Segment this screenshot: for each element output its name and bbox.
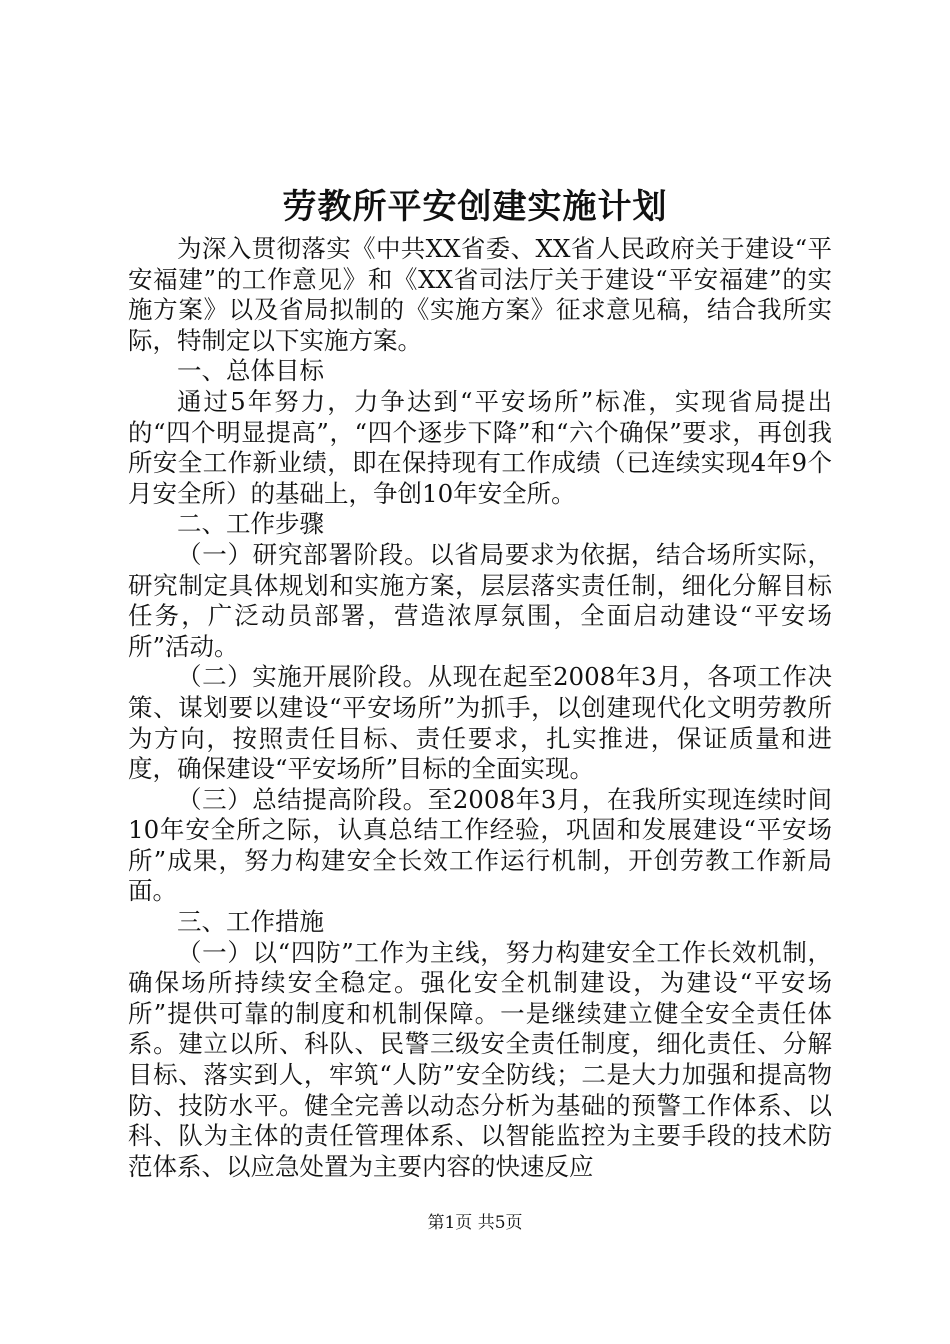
page-number-footer: 第1页 共5页 [427, 1213, 523, 1233]
paragraph-goal: 通过5年努力，力争达到“平安场所”标准，实现省局提出的“四个明显提高”，“四个逐步下降”和“六个确保”要求，再创我所安全工作新业绩，即在保持现有工作成绩（已连续实现4年9个月安全所）的基础上，争创10年安全所。 [128, 386, 832, 508]
paragraph-intro: 为深入贯彻落实《中共XX省委、XX省人民政府关于建设“平安福建”的工作意见》和《XX省司法厅关于建设“平安福建”的实施方案》以及省局拟制的《实施方案》征求意见稿，结合我所实际，特制定以下实施方案。 [128, 234, 832, 355]
paragraph-step-1: （一）研究部署阶段。以省局要求为依据，结合场所实际，研究制定具体规划和实施方案，层层落实责任制，细化分解目标任务，广泛动员部署，营造浓厚氛围，全面启动建设“平安场所”活动。 [128, 539, 832, 661]
heading-overall-goal: 一、总体目标 [177, 356, 324, 386]
paragraph-measure-1: （一）以“四防”工作为主线，努力构建安全工作长效机制，确保场所持续安全稳定。强化安全机制建设，为建设“平安场所”提供可靠的制度和机制保障。一是继续建立健全安全责任体系。建立以所、科队、民警三级安全责任制度，细化责任、分解目标、落实到人，牢筑“人防”安全防线；二是大力加强和提高物防、技防水平。健全完善以动态分析为基础的预警工作体系、以科、队为主体的责任管理体系、以智能监控为主要手段的技术防范体系、以应急处置为主要内容的快速反应 [128, 937, 832, 1181]
document-title: 劳教所平安创建实施计划 [282, 187, 668, 227]
paragraph-step-3: （三）总结提高阶段。至2008年3月，在我所实现连续时间10年安全所之际，认真总结工作经验，巩固和发展建设“平安场所”成果，努力构建安全长效工作运行机制，开创劳教工作新局面。 [128, 784, 832, 906]
document-body [128, 234, 832, 1182]
paragraph-step-2: （二）实施开展阶段。从现在起至2008年3月，各项工作决策、谋划要以建设“平安场所”为抓手，以创建现代化文明劳教所为方向，按照责任目标、责任要求，扎实推进，保证质量和进度，确保建设“平安场所”目标的全面实现。 [128, 662, 832, 784]
heading-work-measures: 三、工作措施 [177, 907, 324, 937]
heading-work-steps: 二、工作步骤 [177, 509, 324, 539]
